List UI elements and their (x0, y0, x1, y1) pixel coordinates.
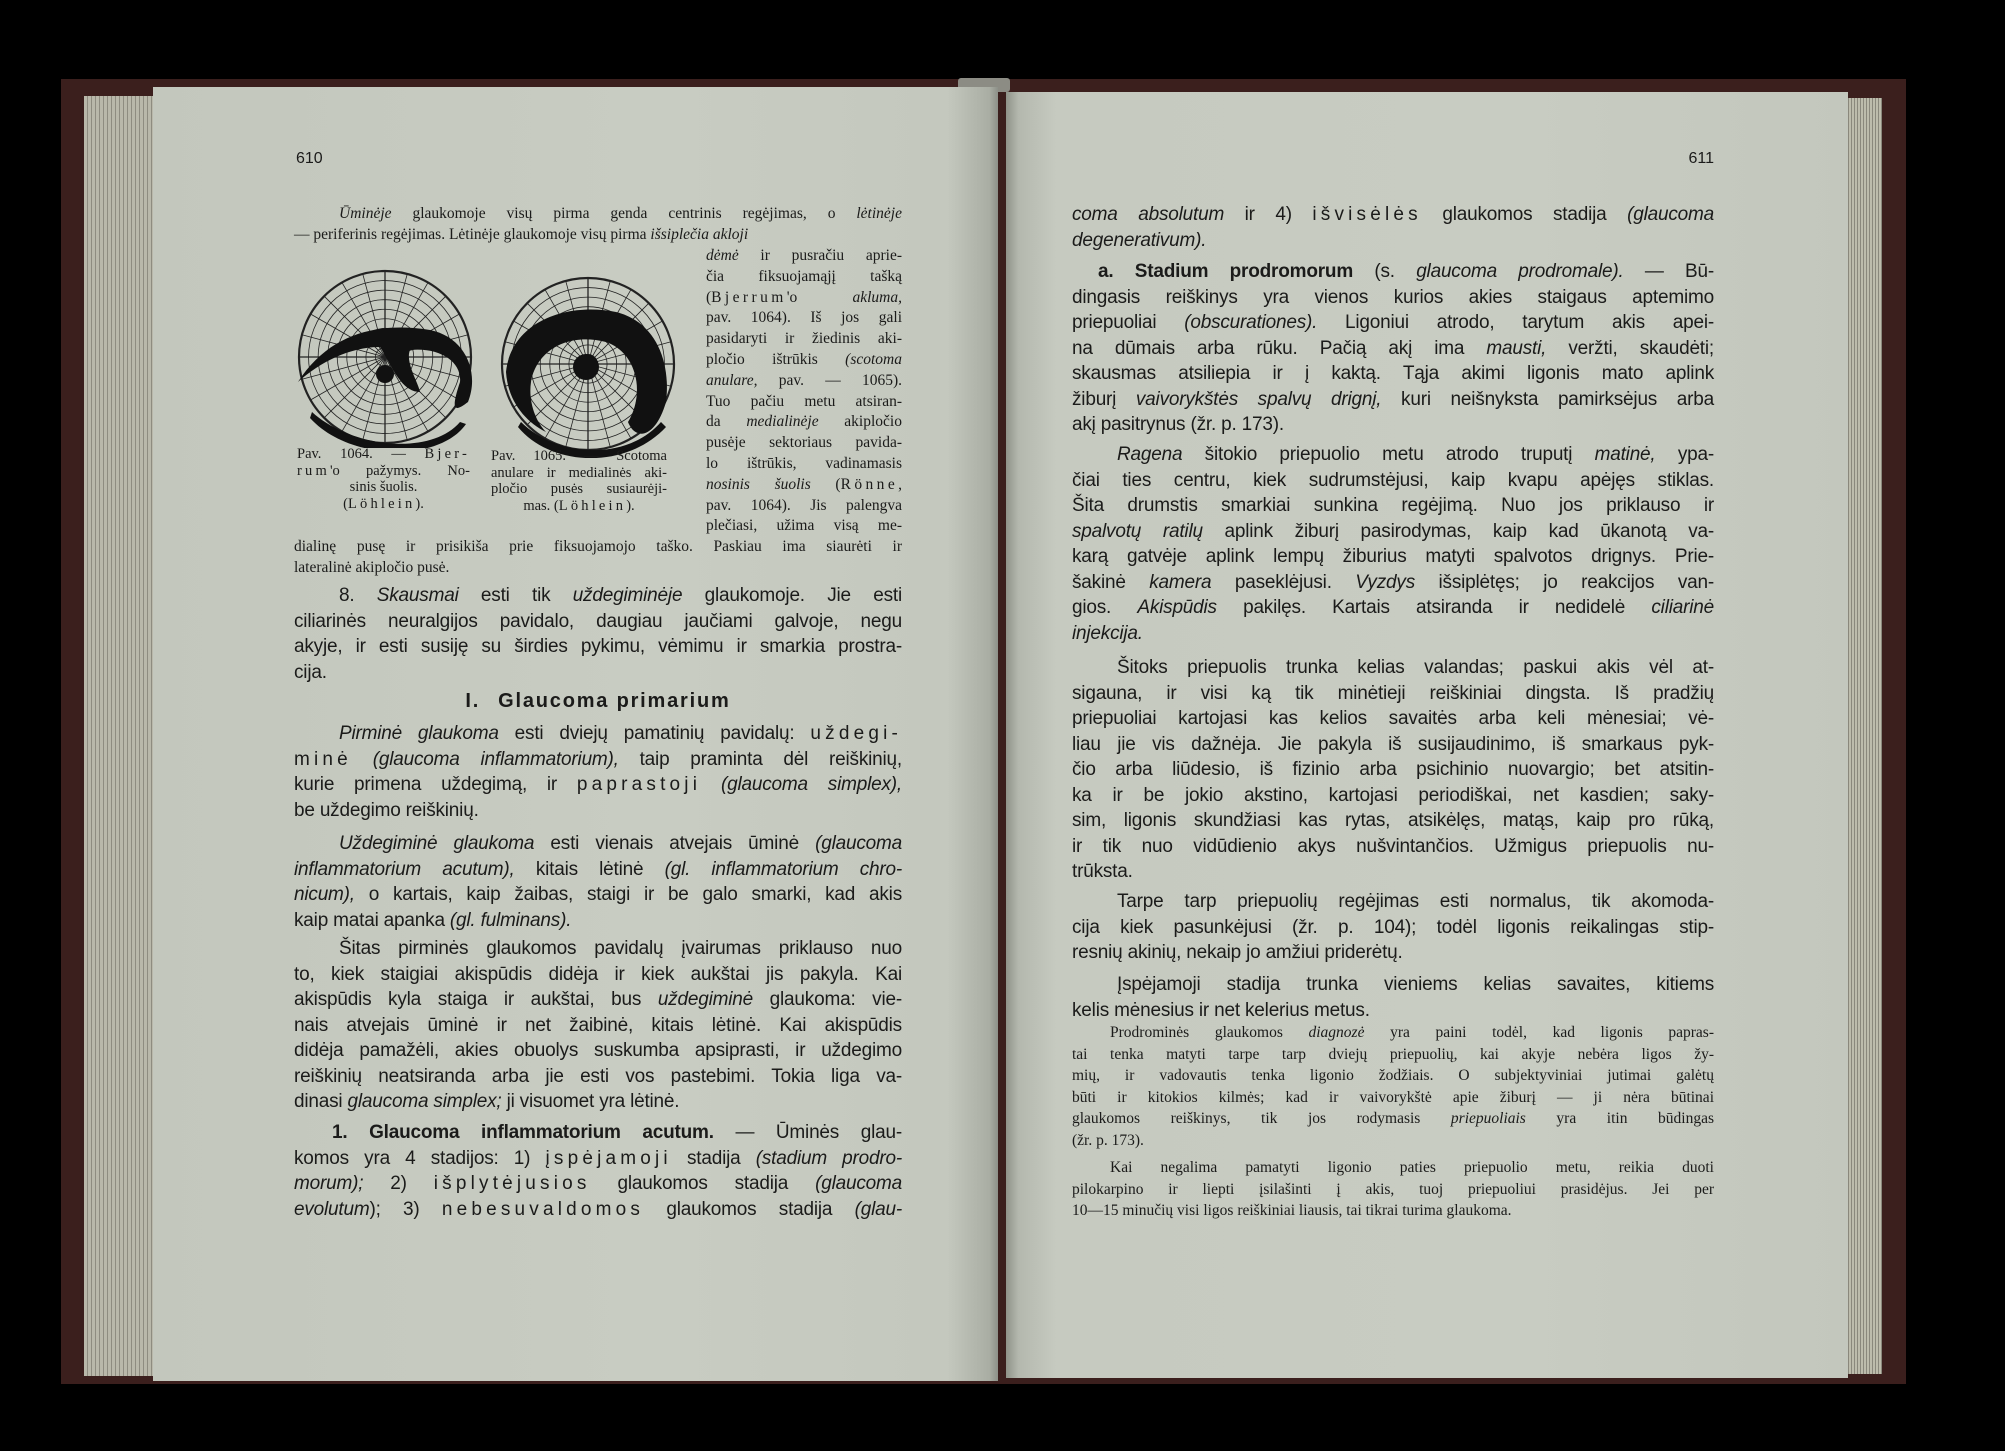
text-run: čio arba liūdesio, iš fizinio arba psichinio nuovargio; bet atsitin- (1072, 759, 1714, 780)
text-run: pilokarpino ir liepti įsilašinti į akis, tuoj priepuoliui prasidėjus. Jei per (1072, 1180, 1714, 1198)
italic-term: ciliarinė (1651, 597, 1714, 618)
italic-term: akluma, (852, 288, 902, 306)
text-line (1072, 1130, 1714, 1152)
text-run: ). (415, 495, 424, 512)
text-line (1072, 783, 1714, 809)
text-run: nais atvejais ūminė ir net žaibinė, kitais lėtinė. Kai akispūdis (294, 1014, 902, 1036)
text-run: liau jie vis dažnėja. Jie pakyla iš susijaudinimo, iš smarkaus pyk- (1072, 733, 1714, 755)
text-run: išsiplėtęs; jo reakcijos van- (1415, 571, 1714, 593)
text-run: skausmas atsiliepia ir į kaktą. Tąja akimi ligonis mato aplink (1072, 363, 1714, 384)
central-field (573, 354, 599, 380)
text-run: glaukomos reiškinys, tik jos rodymasis (1072, 1110, 1451, 1127)
text-line (294, 558, 902, 579)
italic-term: uždegiminė (657, 989, 754, 1010)
paragraph-ispejamoji (1072, 972, 1714, 1023)
text-line (294, 882, 902, 908)
text-run: komos yra 4 stadijos: 1) (294, 1147, 546, 1169)
text-line (1072, 1108, 1714, 1130)
text-run: cija. (294, 661, 327, 683)
text-line (1072, 998, 1714, 1024)
italic-term: (gl. fulminans). (449, 909, 572, 931)
text-run: mių, ir vadovautis tenka ligonio žodžiais. O subjektyviniai jutimai galėtų (1072, 1067, 1714, 1084)
spaced-term: Rönne (840, 475, 899, 493)
text-run: be uždegimo reiškinių. (294, 799, 479, 821)
text-run: esti vienais atvejais ūminė (534, 833, 816, 854)
text-run: pasidaryti ir žiedinis aki- (706, 330, 902, 348)
text-run: pusėje sektoriaus pavida- (706, 434, 902, 452)
text-line (1072, 468, 1714, 494)
text-line (1072, 336, 1714, 362)
text-run: — periferinis regėjimas. Lėtinėje glaukomoje visų pirma (294, 225, 651, 243)
text-run (701, 774, 721, 795)
text-run: pav. 1064). Iš jos gali (706, 309, 902, 327)
text-line (294, 609, 902, 635)
text-line (1072, 519, 1714, 545)
text-run: pločio ištrūkis (706, 350, 846, 368)
text-run: priepuoliai (1072, 312, 1185, 333)
page-number-left: 610 (296, 150, 323, 167)
figure-1065-visual-field (496, 272, 682, 458)
text-run: ir 4) (1224, 204, 1313, 225)
text-run: Šitoks priepuolis trunka kelias valandas; paskui akis vėl at- (1117, 657, 1714, 678)
text-run: 2) (363, 1173, 434, 1194)
italic-term: Ragena (1117, 444, 1183, 465)
text-run: ( (810, 475, 841, 493)
text-line (294, 660, 902, 686)
text-line (1072, 706, 1714, 732)
text-run: Ligoniui atrodo, tarytum akis apei- (1317, 312, 1714, 333)
text-line (1072, 889, 1714, 915)
italic-term: uždegiminėje (572, 585, 683, 606)
italic-term: priepuoliais (1450, 1110, 1526, 1127)
paragraph-tarpe (1072, 889, 1714, 966)
text-run: Pav. 1065. — Scotoma (491, 448, 667, 464)
text-line (1072, 387, 1714, 413)
text-line (294, 831, 902, 857)
text-line (706, 454, 902, 475)
spaced-term: rum (297, 462, 330, 479)
text-run: glaukomos stadija (644, 1198, 855, 1220)
text-line (294, 721, 902, 747)
text-run: yra paini todėl, kad ligonis papras- (1364, 1024, 1714, 1041)
italic-term: (glau- (854, 1198, 903, 1220)
text-run: kuri neišnyksta pamirksėjus arba (1381, 388, 1714, 410)
italic-term: Pirminė glaukoma (339, 723, 499, 744)
text-line (294, 1197, 902, 1223)
text-run: sim, ligonis skundžiasi kas rytas, atsikėlęs, matąs, kaip pro rūką, (1072, 810, 1714, 831)
text-run: ( (343, 495, 348, 512)
text-line (491, 481, 667, 498)
text-run: šitokio priepuolio metu atrodo truputį (1182, 444, 1595, 465)
text-line (1072, 544, 1714, 570)
text-run: čiai ties centru, kiek sudrumstėjusi, kaip kvapu apėjęs stiklas. (1072, 469, 1714, 491)
text-line (1072, 1087, 1714, 1109)
text-run: gios. (1072, 597, 1138, 618)
text-run: kitais lėtinė (514, 858, 665, 880)
text-line (1072, 570, 1714, 596)
italic-term: medialinėje (746, 413, 819, 431)
italic-term: nosinis šuolis (706, 475, 811, 493)
bold-heading: a. Stadium prodromorum (1098, 261, 1354, 282)
text-run: — Bū- (1623, 261, 1715, 282)
text-line (294, 908, 902, 934)
text-run: priepuoliai kartojasi kas kelios savaitės arba keli mėnesiai; vė- (1072, 708, 1714, 729)
text-run: ( (706, 288, 712, 306)
text-line (294, 1089, 902, 1115)
paragraph-pirmine (294, 721, 902, 823)
italic-term: evolutum (294, 1198, 370, 1220)
text-line (294, 1038, 902, 1064)
section-heading (294, 688, 902, 714)
text-line (1072, 1179, 1714, 1201)
paragraph-acutum (294, 1120, 902, 1222)
text-line (294, 1171, 902, 1197)
text-line (706, 412, 902, 433)
text-run: dingasis reiškinys yra vienos kurios akies staigaus aptemimo (1072, 286, 1714, 308)
italic-term: Akispūdis (1137, 597, 1217, 618)
section-title: Glaucoma primarium (498, 690, 731, 712)
paragraph-beside-figures (706, 246, 902, 537)
text-line (294, 987, 902, 1013)
figure-1064-visual-field (290, 262, 480, 448)
text-run: glaukomos stadija (1421, 204, 1628, 225)
text-run: ypa- (1655, 444, 1714, 465)
text-line (294, 936, 902, 962)
text-run: būti ir kitokios kilmės; kad ir vaivorykštė apie žiburį — ji nėra būtinai (1072, 1088, 1714, 1106)
text-run: resnių akinių, nekaip jo amžiui priderėtų. (1072, 942, 1403, 963)
text-line (294, 634, 902, 660)
text-line (294, 537, 902, 558)
text-run: didėja pamažėli, akies obuolys suskumba apsiprasti, ir uždegimo (294, 1040, 902, 1061)
spaced-term: įspėjamoji (545, 1147, 672, 1169)
text-line (297, 446, 470, 463)
text-line (1072, 655, 1714, 681)
text-line (297, 463, 470, 480)
text-line (491, 465, 667, 482)
paragraph-ragena (1072, 442, 1714, 646)
italic-term: degenerativum). (1072, 229, 1207, 251)
text-run: akipločio (818, 413, 902, 431)
spaced-term: Bjerrum (711, 288, 787, 306)
italic-term: nicum), (294, 884, 355, 905)
italic-term: glaucoma prodromale). (1416, 261, 1624, 282)
text-run: lateralinė akipločio pusė. (294, 558, 450, 576)
text-run: stadija (671, 1147, 756, 1169)
blind-spot (376, 365, 394, 383)
text-line (1072, 442, 1714, 468)
text-run: lo ištrūkis, vadinamasis (706, 454, 902, 472)
spaced-term: Löhlein (347, 495, 416, 512)
italic-term: (glaucoma (1627, 204, 1714, 225)
text-line (1072, 595, 1714, 621)
italic-term: (glaucoma simplex), (720, 774, 902, 795)
text-run: žiburį (1072, 388, 1136, 410)
text-line (297, 496, 470, 513)
text-line (1072, 1065, 1714, 1087)
italic-term: anulare, (706, 371, 758, 389)
italic-term: morum); (294, 1173, 364, 1194)
text-line (1072, 732, 1714, 758)
figure-1064-caption (297, 446, 470, 512)
italic-term: Uždegiminė glaukoma (339, 833, 535, 854)
italic-term: diagnozė (1308, 1024, 1365, 1041)
text-run: 'o pažymys. No- (329, 462, 470, 479)
italic-term: dėmė (706, 247, 739, 264)
text-run: Įspėjamoji stadija trunka vieniems kelias savaites, kitiems (1117, 974, 1714, 995)
italic-term: injekcija. (1072, 622, 1143, 644)
text-line (1072, 1157, 1714, 1179)
text-line (491, 498, 667, 515)
italic-term: vaivorykštės spalvų drignį, (1135, 388, 1382, 410)
paragraph-sitas (294, 936, 902, 1115)
text-line (706, 329, 902, 350)
text-line (1072, 915, 1714, 941)
paragraph-prodromines-diagnoze (1072, 1022, 1714, 1151)
text-line (294, 962, 902, 988)
text-run: na dūmais arba rūku. Pačią akį ima (1072, 337, 1487, 359)
text-run: glaukomoje visų pirma genda centrinis regėjimas, o (391, 205, 857, 222)
text-run: akyje, ir esti susiję su širdies pykimu, vėmimu ir smarkia prostra- (294, 636, 902, 657)
italic-term: (obscurationes). (1184, 312, 1318, 333)
text-run: mas. ( (523, 497, 559, 514)
text-run (352, 749, 373, 770)
text-line (1072, 1044, 1714, 1066)
text-line (1072, 940, 1714, 966)
paragraph-pilokarpinas (1072, 1157, 1714, 1222)
text-line (294, 1120, 902, 1146)
text-line (294, 1146, 902, 1172)
paragraph-stadium-prodromorum (1072, 259, 1714, 438)
text-run: (žr. p. 173). (1072, 1131, 1144, 1149)
text-line (1072, 972, 1714, 998)
text-line (706, 516, 902, 537)
text-line (1072, 834, 1714, 860)
text-run: anulare ir medialinės aki- (491, 464, 667, 481)
figure-1065-caption (491, 448, 667, 514)
text-run: veržti, skaudėti; (1546, 337, 1714, 359)
text-line (1072, 412, 1714, 438)
text-line (1072, 285, 1714, 311)
text-run: tai tenka matyti tarpe tarp dviejų priepuolių, kai akyje nebėra ligos žy- (1072, 1045, 1714, 1063)
paragraph-fields-end (294, 537, 902, 579)
text-run: dialinę pusę ir prisikiša prie fiksuojamojo taško. Paskiau ima siaurėti ir (294, 538, 902, 555)
text-line (706, 433, 902, 454)
section-number: I. (465, 690, 481, 712)
text-run: esti dviejų pamatinių pavidalų: (498, 723, 811, 744)
text-line (1072, 757, 1714, 783)
text-run: cija kiek pasunkėjusi (žr. p. 104); todėl ligonis reikalingas stip- (1072, 916, 1714, 938)
text-run: da (706, 413, 747, 431)
text-line (706, 246, 902, 267)
text-run: sinis šuolis. (349, 479, 418, 496)
paragraph-continued (1072, 202, 1714, 253)
italic-term: (glaucoma inflammatorium), (372, 748, 619, 770)
text-run: Pav. 1064. — (297, 446, 425, 462)
text-line (1072, 1200, 1714, 1222)
text-line (294, 798, 902, 824)
text-line (297, 479, 470, 496)
text-run: ); 3) (369, 1198, 442, 1220)
text-run: — Ūminės glau- (713, 1122, 902, 1143)
text-run: sigauna, ir visi ką tik minėtieji reiškiniai dingsta. Iš pradžių (1072, 682, 1714, 704)
text-run: to, kiek staigiai akispūdis didėja ir kiek aukštai jis pakyla. Kai (294, 963, 902, 985)
text-run: kelis mėnesius ir net kelerius metus. (1072, 999, 1370, 1021)
page-edges-right (1846, 98, 1882, 1374)
text-line (491, 448, 667, 465)
text-run: pločio pusės susiaurėji- (491, 481, 667, 498)
text-run: akispūdis kyla staiga ir aukštai, bus (294, 989, 658, 1010)
italic-term: mausti, (1486, 337, 1547, 359)
text-run: o kartais, kaip žaibas, staigi ir be galo smarki, kad akis (354, 884, 902, 905)
paragraph-skausmai (294, 583, 902, 685)
text-run: Tarpe tarp priepuolių regėjimas esti normalus, tik akomoda- (1117, 891, 1714, 912)
spaced-term: minė (294, 748, 352, 770)
text-line (1072, 1022, 1714, 1044)
spaced-term: uždegi- (810, 723, 902, 744)
text-line (1072, 310, 1714, 336)
spaced-term: nebesuvaldomos (441, 1198, 645, 1220)
italic-term: (gl. inflammatorium chro- (664, 858, 902, 880)
text-run: yra itin būdingas (1525, 1110, 1714, 1127)
italic-term: Skausmai (376, 585, 459, 606)
text-run: glaukomoje. Jie esti (682, 585, 902, 606)
paragraph-uzdegimine (294, 831, 902, 933)
spaced-term: Löhlein (558, 497, 627, 514)
text-run: aplink žiburį pasirodymas, kaip kad ūkanotą va- (1202, 520, 1714, 542)
text-run: čia fiksuojamąjį tašką (706, 267, 902, 285)
paragraph-sitoks (1072, 655, 1714, 885)
italic-term: spalvotų ratilų (1072, 520, 1203, 542)
text-line (294, 857, 902, 883)
text-line (294, 204, 902, 225)
text-line (294, 1064, 902, 1090)
text-run: pakilęs. Kartais atsiranda ir nedidelė (1216, 597, 1652, 618)
text-line (1072, 621, 1714, 647)
italic-term: (glaucoma (815, 1173, 903, 1194)
text-line (294, 772, 902, 798)
spaced-term: išvisėlės (1312, 204, 1422, 225)
text-run: glaukoma: vie- (753, 989, 902, 1010)
italic-term: Ūminėje (339, 205, 392, 222)
text-run: ka ir be jokio akstino, kartojasi periodiškai, net kasdien; saky- (1072, 784, 1714, 806)
text-run: karą gatvėje aplink lempų žiburius matyti spalvotos drignys. Prie- (1072, 546, 1714, 567)
italic-term: (stadium prodro- (755, 1147, 903, 1169)
bold-heading: 1. Glaucoma inflammatorium acutum. (332, 1122, 714, 1143)
spaced-term: paprastoji (576, 774, 702, 795)
text-run: Šita drumstis smarkiai sunkina regėjimą. Nuo jos priklauso ir (1072, 495, 1714, 516)
text-run: kaip matai apanka (294, 909, 450, 931)
text-run: plečiasi, užima visą me- (706, 517, 902, 535)
text-run: ji visuomet yra lėtinė. (501, 1091, 680, 1112)
text-line (1072, 259, 1714, 285)
text-run: reiškinių neatsiranda arba jie esti vos pastebimi. Tokia liga va- (294, 1065, 902, 1087)
text-line (706, 308, 902, 329)
text-run: akį pasitrynus (žr. p. 173). (1072, 414, 1284, 435)
text-run: šakinė (1072, 571, 1150, 593)
text-run: kurie primena uždegimą, ir (294, 774, 577, 795)
text-run: glaukomos stadija (590, 1173, 816, 1194)
text-run: 'o (786, 288, 853, 306)
page-edges-left (84, 96, 156, 1376)
text-line (706, 371, 902, 392)
text-run: pav. 1064). Jis palengva (706, 496, 902, 514)
italic-term: lėtinėje (856, 205, 902, 222)
text-line (1072, 202, 1714, 228)
text-line (294, 1013, 902, 1039)
text-run: Prodrominės glaukomos (1110, 1024, 1309, 1041)
italic-term: išsiplečia akloji (650, 225, 749, 243)
text-line (294, 583, 902, 609)
text-run: trūksta. (1072, 861, 1133, 882)
text-line (1072, 228, 1714, 254)
text-run: dinasi (294, 1091, 348, 1112)
text-line (706, 496, 902, 517)
text-run: ciliarinės neuralgijos pavidalo, daugiau jaučiami galvoje, negu (294, 610, 902, 632)
text-line (706, 350, 902, 371)
text-run: ). (626, 497, 635, 514)
italic-term: kamera (1149, 571, 1212, 593)
text-line (294, 225, 902, 246)
text-run: ir tik nuo vidūdienio akys nušvintančios. Užmigus priepuolis nu- (1072, 835, 1714, 857)
text-line (706, 288, 902, 309)
italic-term: (glaucoma (815, 833, 903, 854)
text-run: Tuo pačiu metu atsiran- (706, 392, 902, 410)
text-line (1072, 808, 1714, 834)
text-run: 10—15 minučių visi ligos reiškiniai liausis, tai tikrai turima glaukoma. (1072, 1202, 1512, 1219)
text-run: ir pusračiu aprie- (738, 247, 902, 264)
text-line (1072, 859, 1714, 885)
text-run: taip praminta dėl reiškinių, (618, 748, 902, 770)
text-run: Šitas pirminės glaukomos pavidalų įvairumas priklauso nuo (339, 938, 902, 959)
italic-term: (scotoma (845, 350, 902, 368)
text-line (706, 475, 902, 496)
text-line (1072, 681, 1714, 707)
text-line (1072, 361, 1714, 387)
text-run: pav. — 1065). (757, 371, 902, 389)
spaced-term: išplytėjusios (433, 1173, 591, 1194)
text-line (294, 747, 902, 773)
page-number-right: 611 (1688, 150, 1714, 167)
italic-term: matinė, (1594, 444, 1656, 465)
text-run: esti tik (458, 585, 573, 606)
spaced-term: Bjer- (424, 446, 470, 462)
paragraph-fields-intro (294, 204, 902, 246)
text-run: , (898, 475, 902, 493)
italic-term: coma absolutum (1072, 204, 1225, 225)
italic-term: glaucoma simplex; (347, 1091, 502, 1112)
text-run: 8. (339, 585, 377, 606)
text-run: (s. (1353, 261, 1417, 282)
text-run: paseklėjusi. (1211, 571, 1356, 593)
text-line (1072, 493, 1714, 519)
text-line (706, 267, 902, 288)
text-run: Kai negalima pamatyti ligonio paties priepuolio metu, reikia duoti (1110, 1159, 1714, 1176)
text-line (706, 392, 902, 413)
italic-term: inflammatorium acutum), (294, 858, 515, 880)
italic-term: Vyzdys (1355, 571, 1415, 593)
